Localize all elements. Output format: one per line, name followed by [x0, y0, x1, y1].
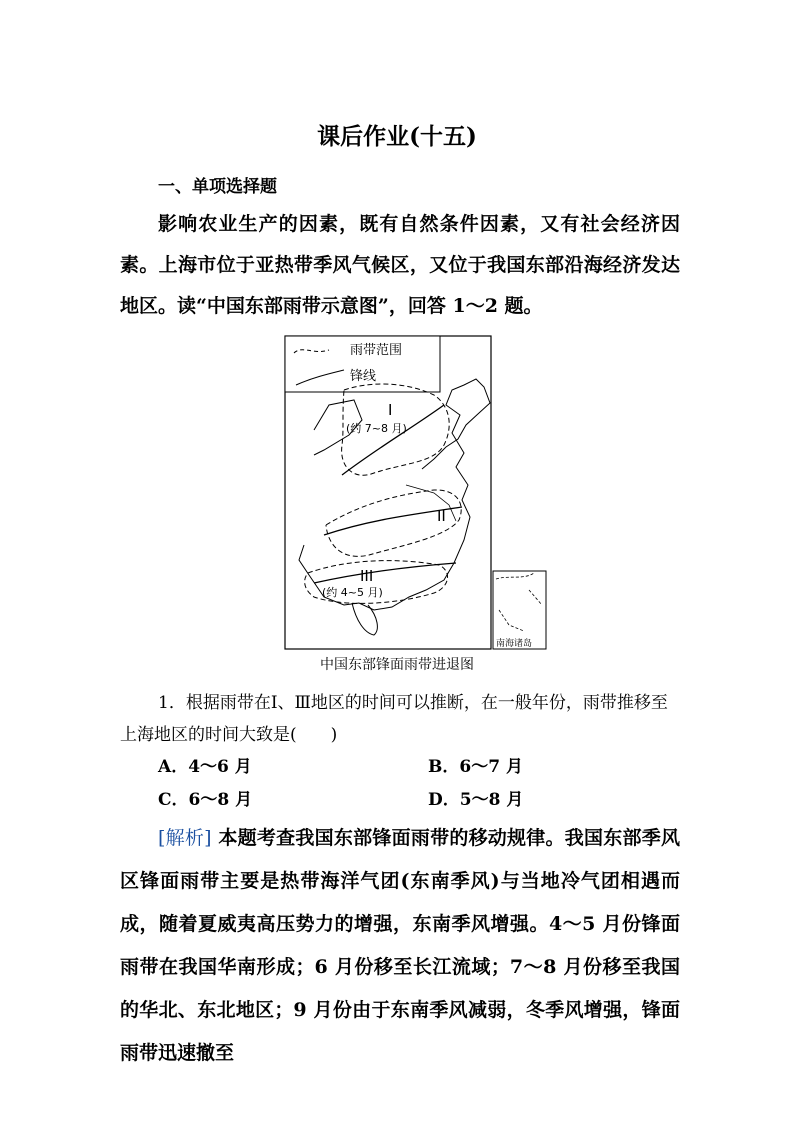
- section-heading: 一、单项选择题: [158, 177, 277, 197]
- map-caption: 中国东部锋面雨带进退图: [320, 657, 474, 673]
- legend-rainband-label: 雨带范围: [350, 343, 403, 358]
- inset-frame: [493, 571, 546, 649]
- region-1-label: I: [388, 401, 393, 419]
- analysis-tag: [解析]: [158, 827, 212, 849]
- rainband-map-svg: [284, 335, 548, 651]
- region-2-label: II: [437, 507, 446, 525]
- question-1-stem: 1．根据雨带在Ⅰ、Ⅲ地区的时间可以推断，在一般年份，雨带推移至上海地区的时间大致是( ): [120, 693, 668, 745]
- option-c: C．6～8 月: [158, 790, 253, 810]
- analysis-text: 本题考查我国东部锋面雨带的移动规律。我国东部季风区锋面雨带主要是热带海洋气团(东南季风)与当地冷气团相遇而成，随着夏威夷高压势力的增强，东南季风增强。4～5 月份锋面雨带在我国华南形成；6 月份移至长江流域；7～8 月份移至我国的华北、东北地区；9 月份由于东南季风减弱，冬季风增强，锋面雨带迅速撤至: [120, 827, 680, 1064]
- option-a: A．4～6 月: [158, 757, 252, 777]
- option-d: D．5～8 月: [428, 790, 524, 810]
- legend-front-label: 锋线: [350, 369, 377, 384]
- region-3-time: (约 4~5 月): [322, 586, 383, 599]
- page-title: 课后作业(十五): [317, 123, 477, 150]
- region-3-label: III: [360, 567, 374, 585]
- intro-paragraph: 影响农业生产的因素，既有自然条件因素，又有社会经济因素。上海市位于亚热带季风气候区，又位于我国东部沿海经济发达地区。读“中国东部雨带示意图”，回答 1～2 题。: [120, 213, 680, 317]
- region-1-time: (约 7~8 月): [346, 422, 407, 435]
- rainband-map: [284, 335, 548, 651]
- option-b: B．6～7 月: [428, 757, 523, 777]
- analysis-paragraph: [120, 817, 680, 1075]
- inset-label: 南海诸岛: [496, 639, 533, 649]
